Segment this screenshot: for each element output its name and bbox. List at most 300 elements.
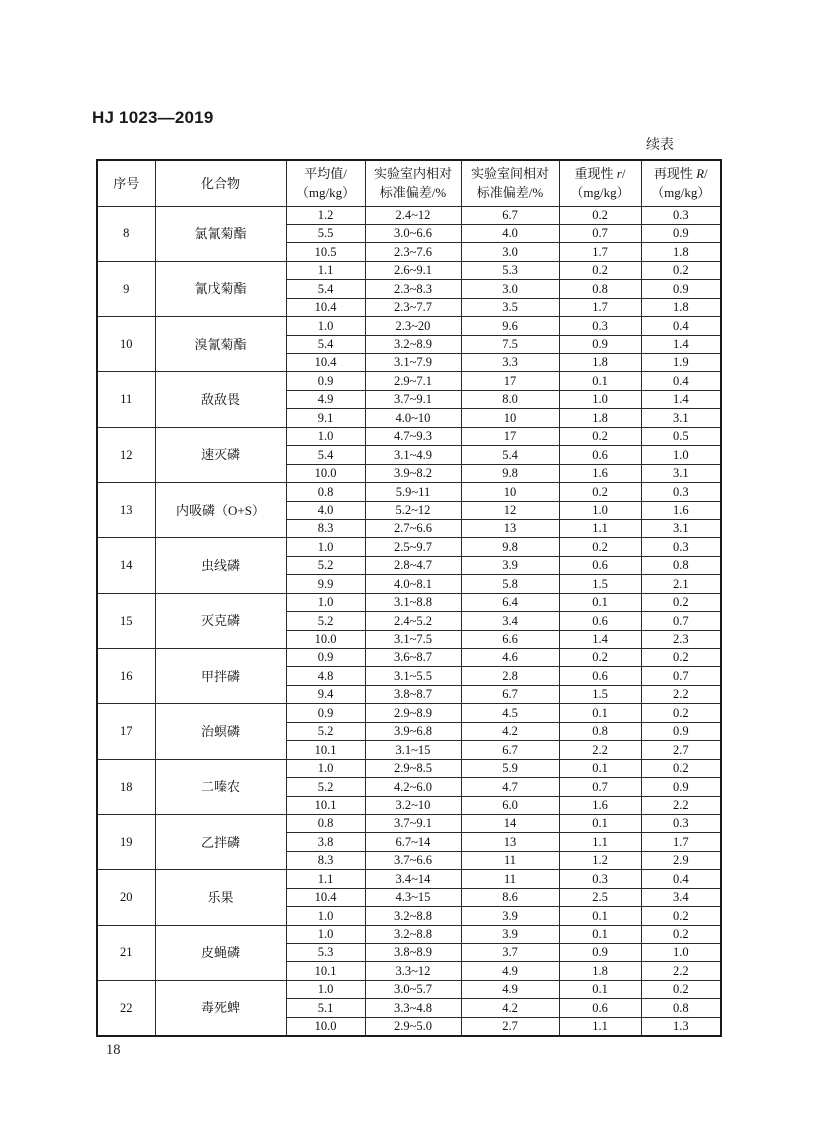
repeatability-cell: 1.5: [559, 575, 641, 593]
standard-number-header: HJ 1023—2019: [92, 108, 214, 127]
intra-rsd-cell: 3.2~8.9: [365, 335, 461, 353]
intra-rsd-cell: 3.1~4.9: [365, 446, 461, 464]
intra-rsd-cell: 2.6~9.1: [365, 261, 461, 279]
inter-rsd-cell: 5.8: [461, 575, 559, 593]
repeatability-cell: 0.6: [559, 999, 641, 1017]
repeatability-cell: 1.0: [559, 501, 641, 519]
repeatability-cell: 0.6: [559, 612, 641, 630]
table-row: [97, 206, 721, 224]
table-body: [97, 206, 721, 1036]
reproducibility-cell: 1.4: [641, 390, 721, 408]
mean-cell: 10.4: [286, 354, 365, 372]
table-row: [97, 261, 721, 279]
inter-rsd-cell: 6.7: [461, 206, 559, 224]
col-header-inter-rsd-line2: 标准偏差/%: [476, 185, 544, 201]
repeatability-cell: 2.2: [559, 741, 641, 759]
inter-rsd-cell: 14: [461, 814, 559, 832]
mean-cell: 5.2: [286, 722, 365, 740]
col-header-compound: [155, 160, 286, 206]
mean-cell: 5.2: [286, 612, 365, 630]
mean-cell: 0.8: [286, 483, 365, 501]
inter-rsd-cell: 2.7: [461, 1017, 559, 1035]
mean-cell: 1.0: [286, 317, 365, 335]
mean-cell: 8.3: [286, 851, 365, 869]
inter-rsd-cell: 3.7: [461, 944, 559, 962]
reproducibility-cell: 0.2: [641, 261, 721, 279]
intra-rsd-cell: 3.7~6.6: [365, 851, 461, 869]
compound-cell: 甲拌磷: [155, 649, 286, 704]
repeatability-symbol: r: [616, 165, 622, 181]
inter-rsd-cell: 3.3: [461, 354, 559, 372]
inter-rsd-cell: 6.7: [461, 685, 559, 703]
mean-cell: 0.9: [286, 649, 365, 667]
repeatability-cell: 0.1: [559, 814, 641, 832]
repeatability-cell: 0.8: [559, 280, 641, 298]
intra-rsd-cell: 3.0~6.6: [365, 224, 461, 242]
repeatability-cell: 1.8: [559, 354, 641, 372]
col-header-mean-line1: 平均值/: [304, 165, 347, 181]
inter-rsd-cell: 9.6: [461, 317, 559, 335]
repeatability-cell: 0.2: [559, 649, 641, 667]
intra-rsd-cell: 4.0~10: [365, 409, 461, 427]
inter-rsd-cell: 3.9: [461, 907, 559, 925]
reproducibility-cell: 1.8: [641, 243, 721, 261]
serial-number-cell: 15: [97, 593, 155, 648]
repeatability-prefix: 重现性: [574, 165, 617, 181]
compound-cell: 氰戊菊酯: [155, 261, 286, 316]
mean-cell: 10.0: [286, 464, 365, 482]
inter-rsd-cell: 8.6: [461, 888, 559, 906]
reproducibility-cell: 0.5: [641, 427, 721, 445]
table-row: [97, 649, 721, 667]
intra-rsd-cell: 2.4~12: [365, 206, 461, 224]
repeatability-cell: 2.5: [559, 888, 641, 906]
repeatability-cell: 1.7: [559, 243, 641, 261]
reproducibility-cell: 3.4: [641, 888, 721, 906]
mean-cell: 1.0: [286, 538, 365, 556]
serial-number-cell: 8: [97, 206, 155, 261]
intra-rsd-cell: 3.3~12: [365, 962, 461, 980]
serial-number-cell: 16: [97, 649, 155, 704]
reproducibility-cell: 0.3: [641, 483, 721, 501]
serial-number-cell: 20: [97, 870, 155, 925]
reproducibility-cell: 1.9: [641, 354, 721, 372]
compound-cell: 溴氰菊酯: [155, 317, 286, 372]
repeatability-cell: 0.2: [559, 538, 641, 556]
mean-cell: 5.4: [286, 280, 365, 298]
repeatability-cell: 1.2: [559, 851, 641, 869]
intra-rsd-cell: 3.2~10: [365, 796, 461, 814]
intra-rsd-cell: 3.2~8.8: [365, 907, 461, 925]
compound-cell: 敌敌畏: [155, 372, 286, 427]
reproducibility-suffix: /: [704, 165, 708, 181]
serial-number-cell: 14: [97, 538, 155, 593]
mean-cell: 0.9: [286, 704, 365, 722]
mean-cell: 10.1: [286, 962, 365, 980]
repeatability-cell: 0.1: [559, 980, 641, 998]
repeatability-cell: 0.2: [559, 427, 641, 445]
reproducibility-cell: 1.8: [641, 298, 721, 316]
repeatability-cell: 1.7: [559, 298, 641, 316]
reproducibility-cell: 0.8: [641, 556, 721, 574]
mean-cell: 5.2: [286, 778, 365, 796]
reproducibility-cell: 0.3: [641, 814, 721, 832]
repeatability-cell: 1.1: [559, 833, 641, 851]
reproducibility-cell: 3.1: [641, 464, 721, 482]
table-row: [97, 925, 721, 943]
repeatability-cell: 0.1: [559, 907, 641, 925]
intra-rsd-cell: 3.8~8.7: [365, 685, 461, 703]
inter-rsd-cell: 4.5: [461, 704, 559, 722]
intra-rsd-cell: 2.9~7.1: [365, 372, 461, 390]
intra-rsd-cell: 4.0~8.1: [365, 575, 461, 593]
col-header-repeatability-line1: [560, 164, 641, 184]
inter-rsd-cell: 6.7: [461, 741, 559, 759]
inter-rsd-cell: 8.0: [461, 390, 559, 408]
mean-cell: 3.8: [286, 833, 365, 851]
intra-rsd-cell: 3.1~7.9: [365, 354, 461, 372]
table-row: [97, 814, 721, 832]
intra-rsd-cell: 6.7~14: [365, 833, 461, 851]
repeatability-cell: 0.1: [559, 704, 641, 722]
inter-rsd-cell: 3.4: [461, 612, 559, 630]
reproducibility-cell: 0.4: [641, 870, 721, 888]
col-header-mean: [286, 160, 365, 206]
inter-rsd-cell: 5.3: [461, 261, 559, 279]
mean-cell: 9.4: [286, 685, 365, 703]
mean-cell: 10.5: [286, 243, 365, 261]
reproducibility-cell: 0.9: [641, 280, 721, 298]
reproducibility-cell: 0.9: [641, 778, 721, 796]
inter-rsd-cell: 6.6: [461, 630, 559, 648]
col-header-intra-rsd-line2: 标准偏差/%: [379, 185, 447, 201]
reproducibility-cell: 0.9: [641, 722, 721, 740]
serial-number-cell: 17: [97, 704, 155, 759]
inter-rsd-cell: 6.4: [461, 593, 559, 611]
inter-rsd-cell: 4.9: [461, 962, 559, 980]
repeatability-cell: 0.2: [559, 483, 641, 501]
compound-cell: 速灭磷: [155, 427, 286, 482]
mean-cell: 5.2: [286, 556, 365, 574]
repeatability-cell: 0.1: [559, 372, 641, 390]
col-header-serial: [97, 160, 155, 206]
reproducibility-cell: 1.7: [641, 833, 721, 851]
compound-cell: 二嗪农: [155, 759, 286, 814]
compound-cell: 乙拌磷: [155, 814, 286, 869]
mean-cell: 5.1: [286, 999, 365, 1017]
reproducibility-cell: 0.2: [641, 980, 721, 998]
intra-rsd-cell: 2.4~5.2: [365, 612, 461, 630]
intra-rsd-cell: 3.7~9.1: [365, 390, 461, 408]
inter-rsd-cell: 9.8: [461, 538, 559, 556]
reproducibility-cell: 0.2: [641, 704, 721, 722]
repeatability-cell: 0.3: [559, 317, 641, 335]
reproducibility-cell: 0.2: [641, 907, 721, 925]
inter-rsd-cell: 4.7: [461, 778, 559, 796]
repeatability-cell: 1.1: [559, 519, 641, 537]
inter-rsd-cell: 3.9: [461, 925, 559, 943]
inter-rsd-cell: 10: [461, 483, 559, 501]
mean-cell: 0.9: [286, 372, 365, 390]
mean-cell: 5.5: [286, 224, 365, 242]
intra-rsd-cell: 5.9~11: [365, 483, 461, 501]
table-row: [97, 759, 721, 777]
mean-cell: 4.8: [286, 667, 365, 685]
compound-cell: 皮蝇磷: [155, 925, 286, 980]
intra-rsd-cell: 5.2~12: [365, 501, 461, 519]
intra-rsd-cell: 2.3~8.3: [365, 280, 461, 298]
col-header-repeatability-line2: （mg/kg）: [570, 185, 630, 201]
reproducibility-cell: 0.3: [641, 538, 721, 556]
reproducibility-cell: 0.4: [641, 317, 721, 335]
mean-cell: 1.2: [286, 206, 365, 224]
compound-cell: 乐果: [155, 870, 286, 925]
reproducibility-cell: 2.9: [641, 851, 721, 869]
serial-number-cell: 9: [97, 261, 155, 316]
intra-rsd-cell: 2.3~20: [365, 317, 461, 335]
intra-rsd-cell: 3.1~15: [365, 741, 461, 759]
reproducibility-cell: 0.7: [641, 612, 721, 630]
header-row: [97, 160, 721, 206]
intra-rsd-cell: 3.1~7.5: [365, 630, 461, 648]
serial-number-cell: 18: [97, 759, 155, 814]
inter-rsd-cell: 11: [461, 851, 559, 869]
inter-rsd-cell: 4.2: [461, 999, 559, 1017]
mean-cell: 1.0: [286, 427, 365, 445]
reproducibility-cell: 1.6: [641, 501, 721, 519]
reproducibility-cell: 0.2: [641, 593, 721, 611]
intra-rsd-cell: 3.3~4.8: [365, 999, 461, 1017]
inter-rsd-cell: 2.8: [461, 667, 559, 685]
col-header-intra-rsd-line1: 实验室内相对: [373, 165, 452, 181]
serial-number-cell: 11: [97, 372, 155, 427]
mean-cell: 8.3: [286, 519, 365, 537]
repeatability-cell: 0.2: [559, 206, 641, 224]
intra-rsd-cell: 4.3~15: [365, 888, 461, 906]
intra-rsd-cell: 3.4~14: [365, 870, 461, 888]
inter-rsd-cell: 7.5: [461, 335, 559, 353]
reproducibility-cell: 1.4: [641, 335, 721, 353]
inter-rsd-cell: 5.4: [461, 446, 559, 464]
intra-rsd-cell: 2.8~4.7: [365, 556, 461, 574]
inter-rsd-cell: 9.8: [461, 464, 559, 482]
reproducibility-cell: 0.8: [641, 999, 721, 1017]
repeatability-cell: 0.9: [559, 335, 641, 353]
mean-cell: 10.1: [286, 741, 365, 759]
mean-cell: 5.4: [286, 335, 365, 353]
reproducibility-cell: 1.0: [641, 944, 721, 962]
mean-cell: 1.0: [286, 593, 365, 611]
reproducibility-cell: 3.1: [641, 519, 721, 537]
inter-rsd-cell: 4.2: [461, 722, 559, 740]
col-header-compound-label: 化合物: [200, 175, 240, 191]
col-header-inter-rsd-line1: 实验室间相对: [470, 165, 549, 181]
intra-rsd-cell: 3.1~5.5: [365, 667, 461, 685]
intra-rsd-cell: 2.9~5.0: [365, 1017, 461, 1035]
reproducibility-cell: 2.1: [641, 575, 721, 593]
repeatability-cell: 1.8: [559, 409, 641, 427]
serial-number-cell: 19: [97, 814, 155, 869]
inter-rsd-cell: 3.0: [461, 280, 559, 298]
intra-rsd-cell: 3.8~8.9: [365, 944, 461, 962]
inter-rsd-cell: 5.9: [461, 759, 559, 777]
col-header-reproducibility-line2: （mg/kg）: [651, 185, 711, 201]
inter-rsd-cell: 13: [461, 833, 559, 851]
repeatability-cell: 1.1: [559, 1017, 641, 1035]
inter-rsd-cell: 17: [461, 427, 559, 445]
reproducibility-cell: 1.0: [641, 446, 721, 464]
inter-rsd-cell: 4.6: [461, 649, 559, 667]
mean-cell: 10.0: [286, 630, 365, 648]
table-row: [97, 870, 721, 888]
intra-rsd-cell: 2.3~7.7: [365, 298, 461, 316]
repeatability-cell: 1.4: [559, 630, 641, 648]
compound-cell: 毒死蜱: [155, 980, 286, 1035]
table-row: [97, 593, 721, 611]
inter-rsd-cell: 3.5: [461, 298, 559, 316]
reproducibility-cell: 0.7: [641, 667, 721, 685]
compound-cell: 虫线磷: [155, 538, 286, 593]
mean-cell: 1.1: [286, 261, 365, 279]
intra-rsd-cell: 2.7~6.6: [365, 519, 461, 537]
intra-rsd-cell: 3.9~8.2: [365, 464, 461, 482]
repeatability-cell: 0.1: [559, 759, 641, 777]
compound-cell: 灭克磷: [155, 593, 286, 648]
repeatability-suffix: /: [621, 165, 626, 181]
mean-cell: 5.4: [286, 446, 365, 464]
table-row: [97, 704, 721, 722]
intra-rsd-cell: 4.2~6.0: [365, 778, 461, 796]
col-header-repeatability: [559, 160, 641, 206]
table-row: [97, 980, 721, 998]
repeatability-cell: 0.6: [559, 667, 641, 685]
compound-cell: 内吸磷（O+S）: [155, 483, 286, 538]
repeatability-cell: 0.2: [559, 261, 641, 279]
serial-number-cell: 10: [97, 317, 155, 372]
inter-rsd-cell: 4.9: [461, 980, 559, 998]
intra-rsd-cell: 2.9~8.9: [365, 704, 461, 722]
repeatability-cell: 0.6: [559, 556, 641, 574]
repeatability-cell: 1.6: [559, 464, 641, 482]
intra-rsd-cell: 3.6~8.7: [365, 649, 461, 667]
reproducibility-cell: 0.2: [641, 759, 721, 777]
intra-rsd-cell: 3.2~8.8: [365, 925, 461, 943]
reproducibility-cell: 0.3: [641, 206, 721, 224]
serial-number-cell: 12: [97, 427, 155, 482]
repeatability-cell: 0.6: [559, 446, 641, 464]
inter-rsd-cell: 13: [461, 519, 559, 537]
inter-rsd-cell: 3.9: [461, 556, 559, 574]
inter-rsd-cell: 17: [461, 372, 559, 390]
mean-cell: 10.1: [286, 796, 365, 814]
inter-rsd-cell: 6.0: [461, 796, 559, 814]
table-row: [97, 372, 721, 390]
intra-rsd-cell: 3.9~6.8: [365, 722, 461, 740]
reproducibility-cell: 2.2: [641, 962, 721, 980]
table-row: [97, 483, 721, 501]
serial-number-cell: 21: [97, 925, 155, 980]
reproducibility-cell: 2.2: [641, 796, 721, 814]
repeatability-cell: 1.5: [559, 685, 641, 703]
reproducibility-cell: 0.2: [641, 649, 721, 667]
reproducibility-prefix: 再现性: [653, 165, 697, 181]
serial-number-cell: 13: [97, 483, 155, 538]
mean-cell: 4.0: [286, 501, 365, 519]
reproducibility-cell: 2.2: [641, 685, 721, 703]
reproducibility-cell: 0.4: [641, 372, 721, 390]
inter-rsd-cell: 10: [461, 409, 559, 427]
intra-rsd-cell: 3.1~8.8: [365, 593, 461, 611]
compound-cell: 氯氰菊酯: [155, 206, 286, 261]
serial-number-cell: 22: [97, 980, 155, 1035]
repeatability-cell: 0.3: [559, 870, 641, 888]
reproducibility-symbol: R: [696, 165, 705, 181]
compound-cell: 治螟磷: [155, 704, 286, 759]
reproducibility-cell: 1.3: [641, 1017, 721, 1035]
mean-cell: 4.9: [286, 390, 365, 408]
mean-cell: 0.8: [286, 814, 365, 832]
table-header: [97, 160, 721, 206]
mean-cell: 1.1: [286, 870, 365, 888]
reproducibility-cell: 0.9: [641, 224, 721, 242]
mean-cell: 1.0: [286, 759, 365, 777]
inter-rsd-cell: 4.0: [461, 224, 559, 242]
inter-rsd-cell: 3.0: [461, 243, 559, 261]
mean-cell: 1.0: [286, 907, 365, 925]
col-header-mean-line2: （mg/kg）: [295, 185, 356, 201]
inter-rsd-cell: 11: [461, 870, 559, 888]
table-row: [97, 427, 721, 445]
intra-rsd-cell: 2.5~9.7: [365, 538, 461, 556]
repeatability-cell: 1.8: [559, 962, 641, 980]
intra-rsd-cell: 2.3~7.6: [365, 243, 461, 261]
table-row: [97, 317, 721, 335]
repeatability-cell: 0.7: [559, 778, 641, 796]
col-header-inter-rsd: [461, 160, 559, 206]
reproducibility-cell: 2.7: [641, 741, 721, 759]
col-header-reproducibility-line1: [642, 164, 721, 184]
mean-cell: 10.0: [286, 1017, 365, 1035]
mean-cell: 1.0: [286, 980, 365, 998]
repeatability-cell: 0.7: [559, 224, 641, 242]
mean-cell: 5.3: [286, 944, 365, 962]
mean-cell: 9.1: [286, 409, 365, 427]
reproducibility-cell: 2.3: [641, 630, 721, 648]
precision-data-table: [96, 159, 722, 1037]
repeatability-cell: 1.0: [559, 390, 641, 408]
continued-table-label: 续表: [646, 138, 674, 153]
intra-rsd-cell: 2.9~8.5: [365, 759, 461, 777]
repeatability-cell: 1.6: [559, 796, 641, 814]
page-number: 18: [106, 1042, 121, 1058]
mean-cell: 10.4: [286, 888, 365, 906]
repeatability-cell: 0.1: [559, 593, 641, 611]
repeatability-cell: 0.1: [559, 925, 641, 943]
repeatability-cell: 0.9: [559, 944, 641, 962]
reproducibility-cell: 0.2: [641, 925, 721, 943]
repeatability-cell: 0.8: [559, 722, 641, 740]
col-header-serial-label: 序号: [113, 175, 140, 191]
inter-rsd-cell: 12: [461, 501, 559, 519]
intra-rsd-cell: 3.7~9.1: [365, 814, 461, 832]
reproducibility-cell: 3.1: [641, 409, 721, 427]
table-row: [97, 538, 721, 556]
mean-cell: 10.4: [286, 298, 365, 316]
intra-rsd-cell: 4.7~9.3: [365, 427, 461, 445]
intra-rsd-cell: 3.0~5.7: [365, 980, 461, 998]
col-header-reproducibility: [641, 160, 721, 206]
mean-cell: 9.9: [286, 575, 365, 593]
